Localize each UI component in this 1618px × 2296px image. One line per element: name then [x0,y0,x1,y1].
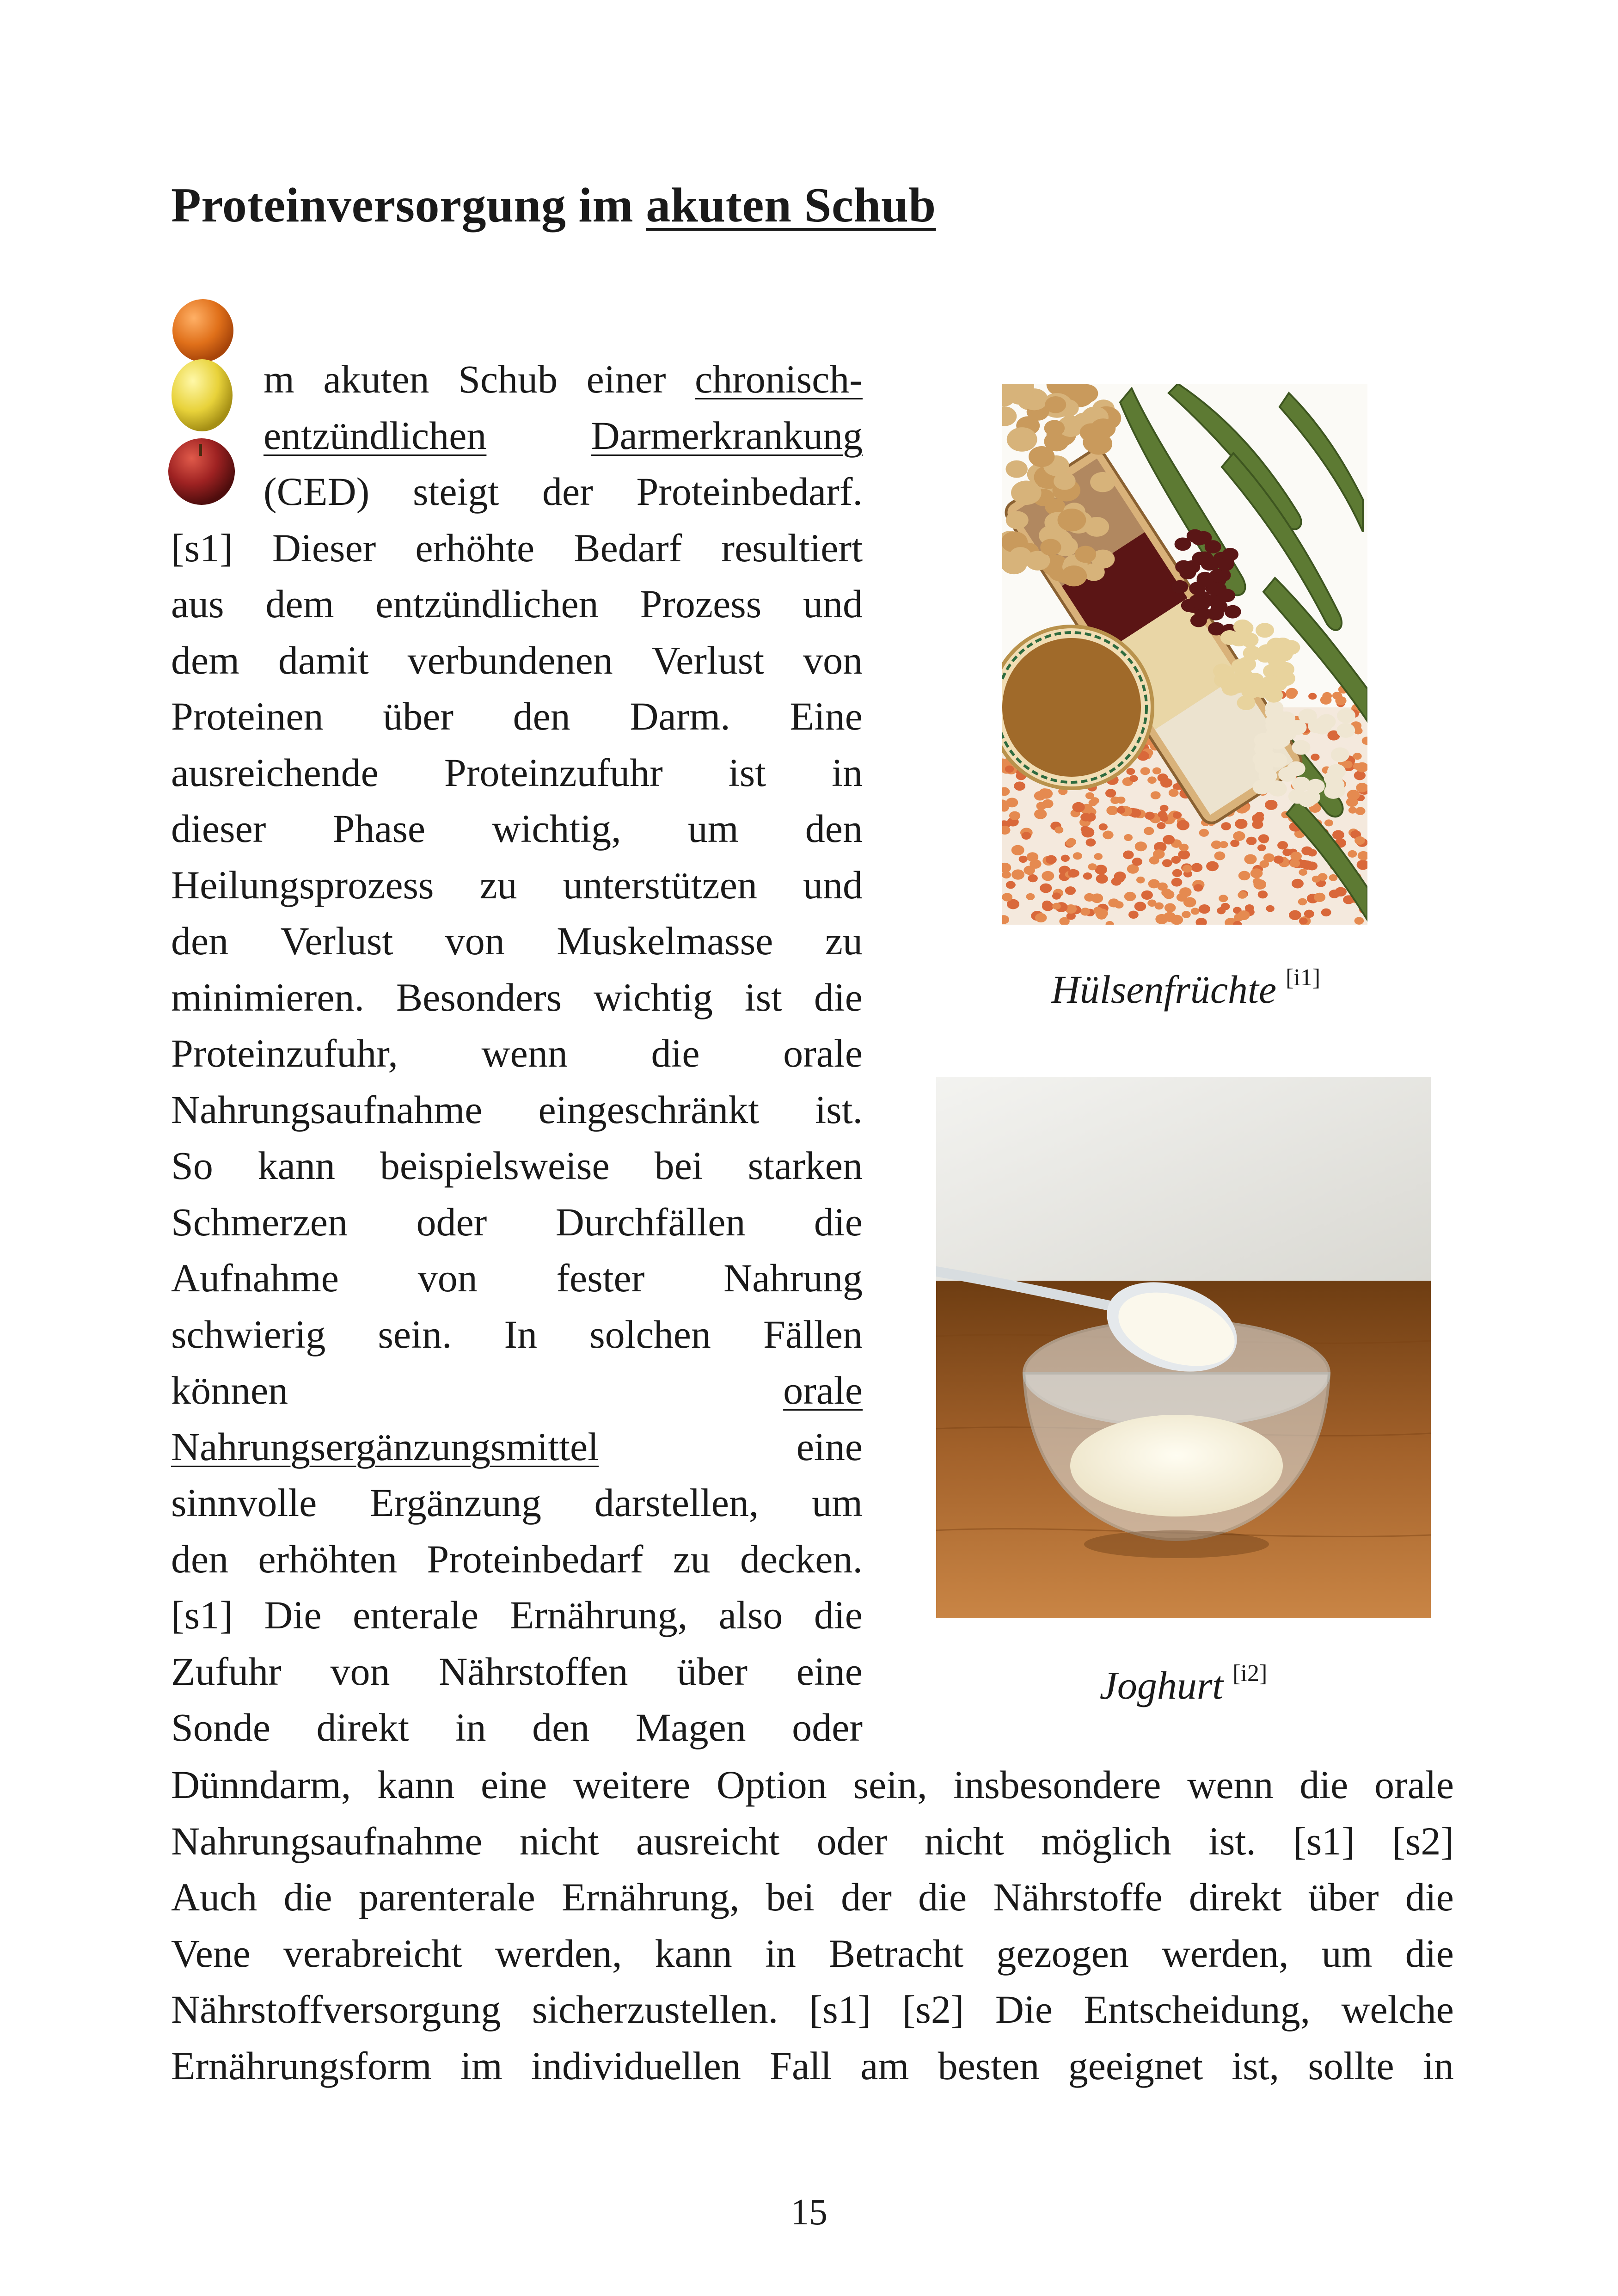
word: Ernährung, [562,1875,740,1919]
word: kann [377,1762,455,1807]
word: dieser [171,806,266,851]
text-line [171,1194,863,1251]
word: Proteinzufuhr, [171,1031,398,1075]
word: geeignet [1068,2043,1203,2088]
word: die [651,1031,700,1075]
word: So [171,1143,213,1188]
word: kann [655,1931,732,1976]
glossary-link[interactable]: entzündlichen [264,413,487,458]
image-reference[interactable]: [i1] [1286,964,1321,991]
word: kann [257,1143,335,1188]
word: werden, [1162,1931,1289,1976]
word: der [542,469,593,514]
word: wenn [481,1031,568,1075]
glossary-link[interactable]: Nahrungsergänzungsmittel [171,1424,599,1469]
word: den [532,1705,590,1750]
word: Magen [635,1705,746,1750]
word: entzündlichen [375,582,599,626]
word: nicht [519,1818,599,1863]
word: Darm. [630,694,730,738]
figure-caption-yogurt [936,1660,1431,1708]
text-line [171,576,863,632]
word: von [445,919,505,963]
word: ist. [815,1087,863,1132]
word: Phase [332,806,426,851]
word: erhöhte [415,525,535,570]
word: der [841,1875,892,1919]
glossary-link[interactable]: chronisch- [694,357,863,401]
word: oder [816,1818,888,1863]
word: Proteinbedarf. [636,469,863,514]
word: Bedarf [574,525,682,570]
text-line [171,408,863,464]
word: Prozess [640,582,762,626]
word: dem [171,638,240,682]
word: wichtig, [492,806,621,851]
text-line [171,688,863,745]
word: Eine [790,694,863,738]
word: werden, [495,1931,622,1976]
text-line [171,1025,863,1082]
page-title [171,176,936,234]
word: können [171,1368,288,1412]
word: Nährstoffe [993,1875,1163,1919]
word: individuellen [531,2043,741,2088]
page-number: 15 [791,2192,827,2233]
word: die [814,975,863,1019]
word: die [1405,1875,1454,1919]
glossary-link[interactable]: orale [783,1368,863,1412]
text-line [171,1813,1454,1870]
word: orale [783,1031,863,1075]
text-line [171,1926,1454,1982]
text-line [171,464,863,520]
word: die [814,1199,863,1244]
word: von [803,638,863,682]
word: Fall [770,2043,832,2088]
wrapped-text-column [171,351,863,1756]
word: Aufnahme [171,1256,339,1300]
word: Proteinzufuhr [444,750,663,795]
word: minimieren. [171,975,364,1019]
caption-text: Joghurt [1099,1663,1224,1707]
word: sicherzustellen. [532,1987,778,2032]
word: von [330,1649,390,1694]
word: verbundenen [407,638,613,682]
word: m [264,357,294,401]
word: [s1] [171,525,233,570]
word: die [1405,1931,1454,1976]
word: über [383,694,454,738]
text-line [171,1757,1454,1813]
word: den [805,806,863,851]
word: resultiert [721,525,863,570]
word: und [803,582,863,626]
word: Die [995,1987,1053,2032]
word: welche [1341,1987,1454,2032]
glossary-link[interactable]: Darmerkrankung [591,413,863,458]
word: zu [479,862,517,907]
word: in [832,750,863,795]
text-line [171,632,863,689]
word: dem [265,582,334,626]
word: am [860,2043,909,2088]
image-reference[interactable]: [i2] [1232,1660,1268,1687]
text-line [171,1138,863,1194]
word: Zufuhr [171,1649,282,1694]
word: also [718,1593,783,1637]
word: [s1] [809,1987,871,2032]
text-line [171,1363,863,1419]
word: wenn [1187,1762,1274,1807]
word: im [460,2043,503,2088]
word: zu [673,1536,711,1581]
word: Heilungsprozess [171,862,434,907]
word: wichtig [593,975,713,1019]
word: Nahrungsaufnahme [171,1818,483,1863]
word: sinnvolle [171,1480,317,1525]
text-line [171,913,863,970]
text-line [171,2038,1454,2094]
word: In [504,1312,538,1357]
word: ausreicht [636,1818,780,1863]
word: [s1] [171,1593,233,1637]
text-line [171,1475,863,1531]
word: Nahrungsaufnahme [171,1087,483,1132]
word: decken. [740,1536,863,1581]
word: sein, [853,1762,927,1807]
text-line [171,1700,863,1756]
word: weitere [573,1762,691,1807]
word: die [814,1593,863,1637]
word: bei [766,1875,815,1919]
word: Dünndarm, [171,1762,351,1807]
word: Ernährung, [509,1593,688,1637]
word: Option [716,1762,827,1807]
word: [s2] [1392,1818,1454,1863]
word: beispielsweise [380,1143,610,1188]
word: (CED) [264,469,370,514]
word: Fällen [763,1312,863,1357]
word: Nährstoffen [439,1649,628,1694]
word: [s1] [1293,1818,1355,1863]
word: den [513,694,570,738]
word: parenterale [358,1875,535,1919]
text-line [171,1419,863,1475]
word: darstellen, [594,1480,759,1525]
word: gezogen [996,1931,1129,1976]
word: ist, [1232,2043,1280,2088]
yogurt-bowl-photo [936,1077,1431,1618]
word: Ernährungsform [171,2043,432,2088]
word: eine [481,1762,547,1807]
word: die [918,1875,967,1919]
word: Verlust [651,638,765,682]
word: die [1299,1762,1348,1807]
word: steigt [412,469,499,514]
word: die [283,1875,332,1919]
word: nicht [924,1818,1004,1863]
text-line [171,1082,863,1138]
word: den [171,919,229,963]
word: Ergänzung [369,1480,541,1525]
word: fester [556,1256,645,1300]
word: einer [586,357,666,401]
word: erhöhten [258,1536,398,1581]
word: schwierig [171,1312,326,1357]
word: direkt [1189,1875,1282,1919]
word: aus [171,582,224,626]
word: von [417,1256,478,1300]
word: verabreicht [283,1931,462,1976]
word: sein. [378,1312,452,1357]
caption-text: Hülsenfrüchte [1051,967,1277,1012]
text-line [171,1982,1454,2038]
word: den [171,1536,229,1581]
text-line [171,351,863,408]
text-line [171,1869,1454,1926]
word: direkt [316,1705,410,1750]
word: ausreichende [171,750,379,795]
word: über [677,1649,748,1694]
word: eine [796,1424,863,1469]
word: ist [728,750,766,795]
word: über [1308,1875,1379,1919]
text-line [171,1307,863,1363]
word: in [455,1705,486,1750]
word: akuten [323,357,429,401]
word: Nahrung [723,1256,863,1300]
word: starken [748,1143,863,1188]
word: um [687,806,739,851]
word: oder [792,1705,863,1750]
word: solchen [589,1312,711,1357]
word: Sonde [171,1705,270,1750]
word: orale [1374,1762,1454,1807]
text-line [171,801,863,857]
figure-caption-legumes [971,964,1401,1013]
word: Muskelmasse [557,919,773,963]
word: Schmerzen [171,1199,348,1244]
word: eine [796,1649,863,1694]
text-line [171,520,863,577]
word: bei [654,1143,703,1188]
word: damit [278,638,369,682]
word: unterstützen [563,862,757,907]
word: sollte [1308,2043,1394,2088]
word: Verlust [280,919,393,963]
word: Besonders [396,975,562,1019]
word: zu [825,919,863,963]
word: Betracht [828,1931,964,1976]
text-line [171,1250,863,1307]
word: oder [416,1199,487,1244]
text-line [171,745,863,801]
word: um [1321,1931,1373,1976]
text-line [171,1587,863,1644]
word: Nährstoffversorgung [171,1987,501,2032]
text-line [171,1531,863,1588]
word: eingeschränkt [538,1087,760,1132]
word: besten [938,2043,1040,2088]
title-prefix: Proteinversorgung im [171,178,634,232]
word: Proteinbedarf [427,1536,644,1581]
word: Entscheidung, [1084,1987,1311,2032]
word: Dieser [272,525,376,570]
word: in [1423,2043,1454,2088]
word: in [765,1931,796,1976]
word: Proteinen [171,694,324,738]
word: Auch [171,1875,257,1919]
word: ist [744,975,783,1019]
word: ist. [1208,1818,1256,1863]
word: um [812,1480,863,1525]
text-line [171,970,863,1026]
text-line [171,857,863,914]
word: Schub [458,357,558,401]
title-underlined-link[interactable]: akuten Schub [646,178,936,232]
word: Die [264,1593,322,1637]
word: Durchfällen [555,1199,746,1244]
word: [s2] [902,1987,964,2032]
word: Vene [171,1931,251,1976]
word: möglich [1041,1818,1171,1863]
full-width-text [171,1757,1454,2094]
word: enterale [353,1593,479,1637]
word: insbesondere [953,1762,1161,1807]
word: und [803,862,863,907]
legumes-photo [1002,384,1367,925]
text-line [171,1644,863,1700]
